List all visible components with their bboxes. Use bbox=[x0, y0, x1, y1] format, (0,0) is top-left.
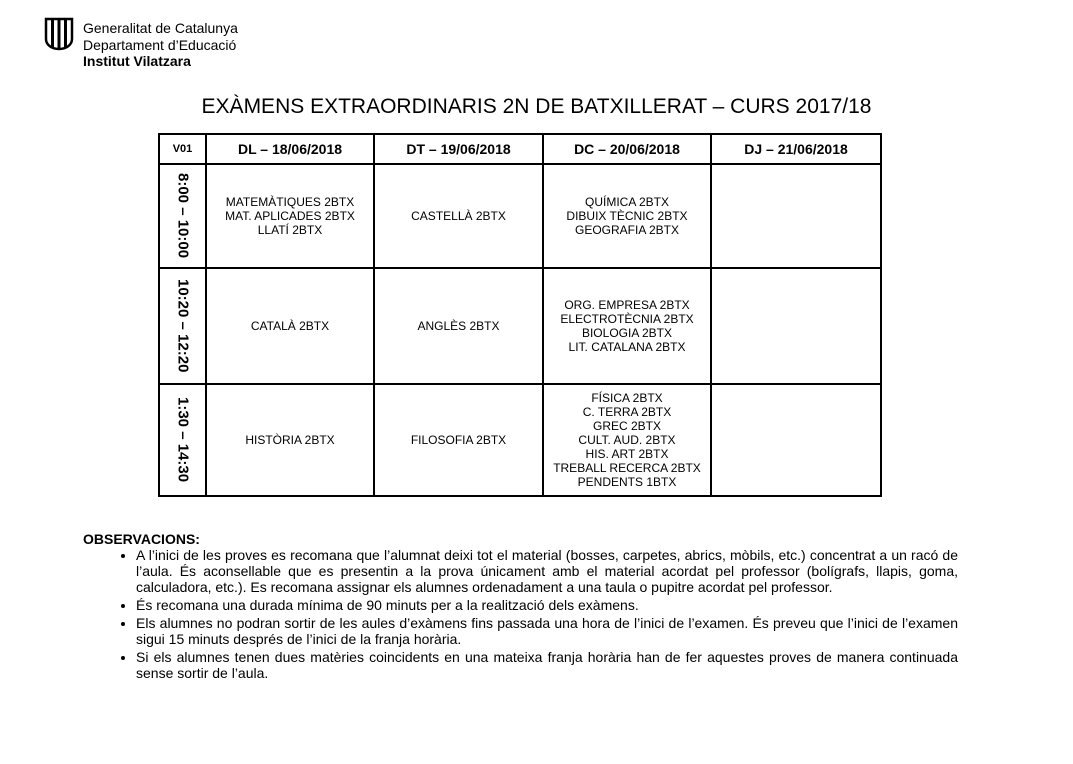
exam-subject: TREBALL RECERCA 2BTX bbox=[553, 461, 701, 475]
institution-header bbox=[83, 20, 238, 70]
exam-subject: ANGLÈS 2BTX bbox=[417, 319, 500, 333]
exam-subject: QUÍMICA 2BTX bbox=[584, 195, 670, 209]
exam-cell bbox=[206, 164, 374, 268]
exam-cell bbox=[543, 268, 711, 384]
table-row bbox=[159, 384, 881, 496]
observation-item: • Els alumnes no podran sortir de les aules d’exàmens fins passada una hora de l’inici de l’examen. És preveu que l’inici de l’examen sigui 15 minuts després de l’inici de la franja horària. bbox=[136, 615, 958, 647]
day-header: DT – 19/06/2018 bbox=[374, 134, 543, 164]
observation-item: • A l’inici de les proves es recomana que l’alumnat deixi tot el material (bosses, carpetes, abrics, mòbils, etc.) concentrat a un racó de l’aula. És aconsellable que es presentin a la prova únicament amb el material acordat pel professor (bolígrafs, llapis, goma, calculadora, etc.). Es recomana assignar els alumnes ordenadament a una taula o pupitre acordat pel professor. bbox=[136, 547, 958, 595]
exam-subject: GEOGRAFIA 2BTX bbox=[574, 223, 680, 237]
exam-subject: FILOSOFIA 2BTX bbox=[410, 433, 507, 447]
exam-subject: CATALÀ 2BTX bbox=[250, 319, 330, 333]
exam-subject: PENDENTS 1BTX bbox=[577, 475, 677, 489]
exam-subject: GREC 2BTX bbox=[592, 419, 661, 433]
exam-subject: LIT. CATALANA 2BTX bbox=[568, 340, 686, 354]
exam-subject: ORG. EMPRESA 2BTX bbox=[564, 298, 690, 312]
exam-subject: ELECTROTÈCNIA 2BTX bbox=[560, 312, 694, 326]
time-slot: 1:30 – 14:30 bbox=[159, 384, 206, 496]
exam-cell bbox=[374, 164, 543, 268]
exam-subject: LLATÍ 2BTX bbox=[257, 223, 323, 237]
exam-cell bbox=[374, 384, 543, 496]
exam-subject: FÍSICA 2BTX bbox=[591, 391, 663, 405]
exam-subject: BIOLOGIA 2BTX bbox=[581, 326, 673, 340]
table-header-row bbox=[159, 134, 881, 164]
day-header: DC – 20/06/2018 bbox=[543, 134, 711, 164]
exam-subject: CULT. AUD. 2BTX bbox=[578, 433, 676, 447]
exam-cell bbox=[711, 384, 881, 496]
exam-cell bbox=[206, 384, 374, 496]
exam-cell bbox=[543, 164, 711, 268]
observation-item: • És recomana una durada mínima de 90 minuts per a la realització dels exàmens. bbox=[136, 597, 958, 613]
exam-subject: DIBUIX TÈCNIC 2BTX bbox=[566, 209, 688, 223]
exam-subject: C. TERRA 2BTX bbox=[582, 405, 672, 419]
observation-item: • Si els alumnes tenen dues matèries coincidents en una mateixa franja horària han de fer aquestes proves de manera continuada sense sortir de l’aula. bbox=[136, 649, 958, 681]
page-title: EXÀMENS EXTRAORDINARIS 2N DE BATXILLERAT – CURS 2017/18 bbox=[201, 95, 872, 118]
exam-cell bbox=[374, 268, 543, 384]
version-label: V01 bbox=[159, 134, 206, 164]
day-header: DJ – 21/06/2018 bbox=[711, 134, 881, 164]
table-row bbox=[159, 164, 881, 268]
observations-heading: OBSERVACIONS: bbox=[83, 531, 200, 547]
observations bbox=[83, 531, 958, 683]
header-line1: Generalitat de Catalunya bbox=[83, 20, 238, 36]
exam-cell bbox=[711, 164, 881, 268]
exam-cell bbox=[543, 384, 711, 496]
exam-subject: CASTELLÀ 2BTX bbox=[411, 209, 506, 223]
table-row bbox=[159, 268, 881, 384]
header-line2: Departament d’Educació bbox=[83, 36, 237, 53]
generalitat-logo-icon bbox=[44, 17, 74, 51]
time-slot: 10:20 – 12:20 bbox=[159, 268, 206, 384]
exam-subject: MAT. APLICADES 2BTX bbox=[225, 209, 355, 223]
time-slot: 8:00 – 10:00 bbox=[159, 164, 206, 268]
exam-subject: MATEMÀTIQUES 2BTX bbox=[225, 195, 355, 209]
exam-subject: HIS. ART 2BTX bbox=[585, 447, 669, 461]
day-header: DL – 18/06/2018 bbox=[206, 134, 374, 164]
exam-cell bbox=[206, 268, 374, 384]
exam-subject: HISTÒRIA 2BTX bbox=[245, 433, 335, 447]
header-line3: Institut Vilatzara bbox=[83, 53, 191, 69]
exam-schedule-table bbox=[158, 133, 882, 497]
exam-cell bbox=[711, 268, 881, 384]
